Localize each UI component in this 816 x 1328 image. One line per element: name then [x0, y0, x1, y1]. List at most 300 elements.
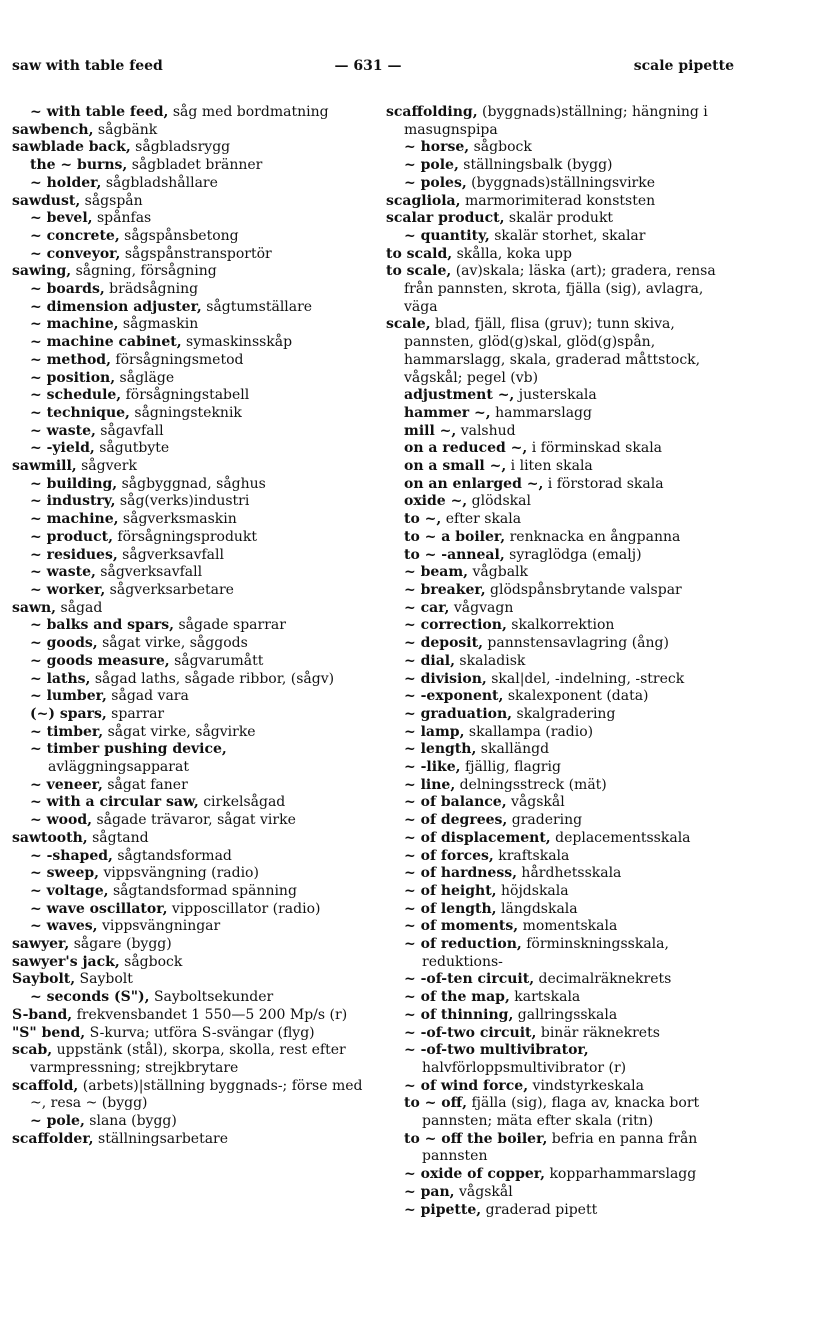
entry-translation: såg med bordmatning	[168, 104, 329, 120]
dictionary-entry	[386, 1184, 738, 1202]
entry-term: ~ dial,	[404, 652, 455, 669]
entry-translation: skalexponent (data)	[503, 688, 649, 705]
entry-term: ~ of balance,	[404, 794, 507, 811]
entry-term: ~ boards,	[30, 281, 105, 298]
dictionary-entry	[12, 777, 372, 795]
dictionary-entry	[12, 848, 372, 866]
dictionary-entry	[386, 617, 738, 635]
entry-term: ~ waves,	[30, 918, 98, 935]
entry-term: sawtooth,	[12, 829, 88, 846]
entry-term: adjustment ~,	[404, 387, 515, 404]
entry-term: ~ position,	[30, 369, 116, 386]
entry-term: ~ worker,	[30, 581, 106, 598]
entry-term: ~ seconds (S"),	[30, 989, 150, 1006]
entry-term: ~ breaker,	[404, 581, 486, 598]
dictionary-entry	[386, 1007, 738, 1025]
dictionary-entry	[12, 1131, 372, 1149]
dictionary-entry	[386, 1025, 738, 1043]
entry-term: ~ goods,	[30, 635, 98, 652]
entry-translation: sågat faner	[102, 776, 188, 793]
entry-term: ~ veneer,	[30, 776, 103, 793]
entry-translation: skalkorrektion	[506, 617, 615, 634]
dictionary-entry	[12, 405, 372, 423]
entry-translation: sågning, försågning	[71, 263, 217, 280]
dictionary-entry	[386, 830, 738, 848]
dictionary-entry	[386, 777, 738, 795]
entry-translation: sågbock	[469, 139, 532, 156]
dictionary-entry	[12, 635, 372, 653]
entry-translation: uppstänk (stål), skorpa, skolla, rest efter varmpressning; strejkbrytare	[30, 1042, 346, 1076]
dictionary-entry	[386, 1078, 738, 1096]
dictionary-entry	[386, 600, 738, 618]
entry-term: ~ machine,	[30, 316, 119, 333]
dictionary-entry	[12, 458, 372, 476]
page-number: — 631 —	[334, 58, 402, 74]
dictionary-entry	[12, 175, 372, 193]
entry-translation: sågavfall	[95, 422, 164, 439]
entry-translation: kraftskala	[493, 847, 570, 864]
entry-term: mill ~,	[404, 422, 457, 439]
entry-term: ~ car,	[404, 599, 450, 616]
dictionary-entry	[12, 423, 372, 441]
entry-term: ~ pipette,	[404, 1201, 482, 1218]
entry-translation: graderad pipett	[481, 1201, 598, 1218]
entry-translation: marmorimiterad konststen	[460, 192, 656, 209]
entry-term: ~ -yield,	[30, 440, 95, 457]
dictionary-entry	[386, 1202, 738, 1220]
dictionary-entry	[386, 193, 738, 211]
entry-term: ~ of hardness,	[404, 865, 517, 882]
entry-translation: sågbladshållare	[101, 174, 218, 191]
entry-term: ~ lumber,	[30, 688, 107, 705]
dictionary-entry	[386, 759, 738, 777]
entry-translation: skaladisk	[454, 652, 526, 669]
entry-translation: Sayboltsekunder	[149, 989, 274, 1006]
entry-term: scaffold,	[12, 1077, 79, 1094]
entry-term: ~ residues,	[30, 546, 118, 563]
entry-term: sawyer's jack,	[12, 953, 120, 970]
dictionary-entry	[386, 848, 738, 866]
dictionary-entry	[12, 582, 372, 600]
entry-translation: vipposcillator (radio)	[167, 900, 321, 917]
entry-translation: sågverksavfall	[117, 546, 224, 563]
entry-term: ~ division,	[404, 670, 487, 687]
entry-term: ~ conveyor,	[30, 245, 121, 262]
entry-term: scagliola,	[386, 192, 461, 209]
entry-term: on a small ~,	[404, 458, 507, 475]
entry-translation: skalär produkt	[504, 210, 614, 227]
entry-translation: vågskål	[454, 1183, 513, 1200]
dictionary-entry	[12, 476, 372, 494]
entry-translation: sågspån	[80, 192, 143, 209]
entry-term: ~ with a circular saw,	[30, 794, 199, 811]
entry-term: to ~ off,	[404, 1095, 467, 1112]
dictionary-entry	[386, 688, 738, 706]
entry-translation: pannstensavlagring (ång)	[482, 635, 669, 652]
dictionary-entry	[386, 1131, 738, 1166]
entry-translation: sparrar	[106, 705, 165, 722]
entry-term: ~ with table feed,	[30, 104, 169, 120]
dictionary-entry	[12, 989, 372, 1007]
entry-translation: sågvarumått	[169, 652, 264, 669]
entry-translation: hammarslagg	[490, 404, 592, 421]
dictionary-entry	[386, 564, 738, 582]
entry-translation: sågade trävaror, sågat virke	[92, 812, 296, 829]
entry-term: ~ of thinning,	[404, 1006, 514, 1023]
dictionary-entry	[12, 617, 372, 635]
dictionary-entry	[386, 706, 738, 724]
entry-translation: gallringsskala	[513, 1006, 618, 1023]
entry-term: ~ laths,	[30, 670, 91, 687]
entry-translation: deplacementsskala	[550, 829, 691, 846]
dictionary-entry	[386, 653, 738, 671]
entry-term: ~ technique,	[30, 404, 130, 421]
entry-translation: efter skala	[441, 511, 522, 528]
entry-translation: sågverksavfall	[95, 564, 203, 581]
entry-translation: brädsågning	[104, 281, 199, 298]
dictionary-entry	[12, 936, 372, 954]
dictionary-entry	[386, 794, 738, 812]
entry-term: ~ of reduction,	[404, 936, 522, 953]
entry-translation: förminskningsskala, reduktions-	[422, 936, 669, 970]
dictionary-entry	[12, 1007, 372, 1025]
dictionary-entry	[386, 547, 738, 565]
dictionary-entry	[12, 741, 372, 776]
dictionary-entry	[12, 653, 372, 671]
entry-term: oxide ~,	[404, 493, 468, 510]
entry-term: ~ timber,	[30, 723, 104, 740]
dictionary-entry	[386, 440, 738, 458]
entry-term: ~ deposit,	[404, 635, 483, 652]
dictionary-entry	[386, 936, 738, 971]
entry-translation: sågtumställare	[201, 298, 313, 315]
dictionary-entry	[386, 918, 738, 936]
page-header	[0, 58, 816, 80]
dictionary-entry	[12, 493, 372, 511]
entry-translation: i förminskad skala	[527, 440, 663, 457]
dictionary-entry	[12, 299, 372, 317]
dictionary-entry	[12, 157, 372, 175]
dictionary-entry	[386, 971, 738, 989]
entry-translation: symaskinsskåp	[181, 334, 293, 351]
entry-term: (~) spars,	[30, 705, 107, 722]
entry-translation: ställningsbalk (bygg)	[458, 157, 613, 174]
right-column	[386, 104, 738, 1219]
entry-term: ~ product,	[30, 528, 113, 545]
entry-term: ~ poles,	[404, 174, 467, 191]
dictionary-entry	[12, 724, 372, 742]
dictionary-entry	[12, 1113, 372, 1131]
dictionary-entry	[12, 812, 372, 830]
entry-term: sawn,	[12, 599, 57, 616]
entry-term: ~ goods measure,	[30, 652, 170, 669]
dictionary-entry	[386, 104, 738, 139]
entry-term: to scald,	[386, 245, 453, 262]
entry-term: ~ of degrees,	[404, 812, 508, 829]
entry-translation: (byggnads)ställningsvirke	[466, 174, 656, 191]
entry-translation: vippsvängning (radio)	[99, 865, 259, 882]
dictionary-entry	[386, 423, 738, 441]
entry-term: ~ of moments,	[404, 918, 519, 935]
dictionary-entry	[12, 1042, 372, 1077]
dictionary-entry	[12, 706, 372, 724]
entry-term: ~ of forces,	[404, 847, 494, 864]
entry-term: ~ of height,	[404, 882, 497, 899]
entry-translation: sågverksmaskin	[118, 511, 237, 528]
entry-term: scaffolding,	[386, 104, 478, 120]
entry-term: to ~ -anneal,	[404, 546, 505, 563]
entry-translation: glödspånsbrytande valspar	[485, 581, 682, 598]
entry-translation: sågspånstransportör	[120, 245, 272, 262]
entry-translation: skalär storhet, skalar	[489, 227, 646, 244]
dictionary-entry	[12, 883, 372, 901]
entry-translation: sågläge	[115, 369, 175, 386]
dictionary-entry	[12, 334, 372, 352]
left-column	[12, 104, 372, 1148]
entry-term: ~ beam,	[404, 564, 469, 581]
entry-translation: vågbalk	[468, 564, 528, 581]
entry-translation: försågningstabell	[121, 387, 250, 404]
dictionary-entry	[386, 210, 738, 228]
entry-term: ~ pole,	[404, 157, 459, 174]
entry-translation: försågningsprodukt	[112, 528, 258, 545]
entry-translation: fjälla (sig), flaga av, knacka bort pannsten; mäta efter skala (ritn)	[422, 1095, 700, 1130]
entry-term: on a reduced ~,	[404, 440, 528, 457]
dictionary-entry	[12, 352, 372, 370]
dictionary-entry	[12, 210, 372, 228]
entry-translation: sågat virke, såggods	[97, 635, 248, 652]
dictionary-entry	[12, 564, 372, 582]
dictionary-entry	[386, 865, 738, 883]
entry-translation: cirkelsågad	[198, 794, 286, 811]
entry-translation: binär räknekrets	[536, 1024, 660, 1041]
entry-term: ~ -of-ten circuit,	[404, 971, 535, 988]
entry-translation: sågmaskin	[118, 316, 199, 333]
entry-term: ~ -of-two circuit,	[404, 1024, 537, 1041]
entry-translation: sågverksarbetare	[105, 581, 234, 598]
dictionary-entry	[12, 387, 372, 405]
entry-term: ~ quantity,	[404, 227, 490, 244]
entry-term: scaffolder,	[12, 1130, 94, 1147]
dictionary-entry	[386, 476, 738, 494]
dictionary-entry	[386, 901, 738, 919]
entry-translation: sågad	[56, 599, 103, 616]
entry-translation: skal|del, -indelning, -streck	[486, 670, 685, 687]
entry-translation: vindstyrkeskala	[528, 1077, 644, 1094]
dictionary-entry	[12, 600, 372, 618]
entry-term: S-band,	[12, 1006, 73, 1023]
entry-term: sawbench,	[12, 121, 94, 138]
entry-term: ~ voltage,	[30, 882, 109, 899]
entry-term: ~ concrete,	[30, 227, 120, 244]
entry-term: ~ machine,	[30, 511, 119, 528]
entry-term: on an enlarged ~,	[404, 475, 544, 492]
dictionary-entry	[12, 901, 372, 919]
entry-translation: (av)skala; läska (art); gradera, rensa från pannsten, skrota, fjälla (sig), avlagra, väga	[404, 263, 716, 315]
dictionary-entry	[12, 671, 372, 689]
dictionary-entry	[386, 582, 738, 600]
dictionary-entry	[12, 193, 372, 211]
dictionary-entry	[12, 316, 372, 334]
entry-term: ~ correction,	[404, 617, 507, 634]
dictionary-entry	[386, 246, 738, 264]
entry-translation: sågbladsrygg	[130, 139, 231, 156]
entry-term: ~ of displacement,	[404, 829, 551, 846]
entry-translation: valshud	[456, 422, 516, 439]
entry-translation: fjällig, flagrig	[460, 759, 561, 776]
entry-translation: frekvensbandet 1 550—5 200 Mp/s (r)	[72, 1006, 348, 1023]
dictionary-entry	[386, 989, 738, 1007]
entry-term: to ~ a boiler,	[404, 528, 506, 545]
entry-translation: (byggnads)ställning; hängning i masugnspipa	[404, 104, 708, 138]
entry-translation: momentskala	[518, 918, 618, 935]
dictionary-entry	[12, 246, 372, 264]
entry-term: to ~ off the boiler,	[404, 1130, 548, 1147]
entry-translation: vågvagn	[449, 599, 514, 616]
entry-term: Saybolt,	[12, 971, 76, 988]
dictionary-entry	[386, 316, 738, 387]
entry-translation: glödskal	[467, 493, 531, 510]
entry-translation: sågutbyte	[94, 440, 170, 457]
entry-translation: skallampa (radio)	[464, 723, 594, 740]
dictionary-entry	[386, 883, 738, 901]
dictionary-entry	[12, 865, 372, 883]
entry-translation: (arbets)|ställning byggnads-; förse med ~, resa ~ (bygg)	[30, 1077, 363, 1112]
dictionary-entry	[12, 794, 372, 812]
dictionary-entry	[12, 122, 372, 140]
entry-translation: sågbock	[119, 953, 183, 970]
entry-translation: sågtandsformad spänning	[108, 882, 297, 899]
dictionary-entry	[386, 741, 738, 759]
dictionary-entry	[12, 1025, 372, 1043]
dictionary-entry	[12, 971, 372, 989]
entry-translation: sågbladet bränner	[127, 157, 263, 174]
dictionary-entry	[12, 918, 372, 936]
entry-translation: sågad laths, sågade ribbor, (sågv)	[90, 670, 335, 687]
dictionary-entry	[386, 405, 738, 423]
dictionary-entry	[386, 671, 738, 689]
dictionary-entry	[12, 688, 372, 706]
entry-translation: sågverk	[76, 458, 137, 475]
entry-translation: skalgradering	[512, 705, 616, 722]
entry-term: ~ pan,	[404, 1183, 455, 1200]
entry-translation: sågbänk	[93, 121, 158, 138]
entry-term: ~ balks and spars,	[30, 617, 175, 634]
dictionary-entry	[12, 228, 372, 246]
dictionary-entry	[12, 511, 372, 529]
entry-translation: gradering	[507, 812, 583, 829]
entry-translation: i liten skala	[506, 458, 593, 475]
dictionary-entry	[12, 440, 372, 458]
dictionary-entry	[12, 547, 372, 565]
entry-translation: befria en panna från pannsten	[422, 1130, 698, 1165]
dictionary-entry	[386, 263, 738, 316]
entry-translation: blad, fjäll, flisa (gruv); tunn skiva, pannsten, glöd(g)skal, glöd(g)spån, hammarslagg, skala, graderad måttstock, vågskål; pegel (vb)	[404, 316, 701, 386]
entry-term: ~ dimension adjuster,	[30, 298, 202, 315]
entry-term: ~ machine cabinet,	[30, 334, 182, 351]
entry-term: ~ -like,	[404, 759, 461, 776]
entry-translation: sågtandsformad	[112, 847, 232, 864]
entry-term: scab,	[12, 1042, 53, 1059]
entry-term: sawing,	[12, 263, 72, 280]
entry-term: the ~ burns,	[30, 157, 128, 174]
entry-term: ~ pole,	[30, 1113, 85, 1130]
dictionary-entry	[386, 1095, 738, 1130]
entry-translation: spånfas	[92, 210, 152, 227]
dictionary-entry	[12, 263, 372, 281]
entry-translation: S-kurva; utföra S-svängar (flyg)	[85, 1024, 315, 1041]
dictionary-entry	[386, 175, 738, 193]
entry-translation: vippsvängningar	[97, 918, 221, 935]
dictionary-entry	[386, 812, 738, 830]
entry-translation: skålla, koka upp	[452, 245, 572, 262]
entry-term: ~ timber pushing device,	[30, 741, 227, 758]
dictionary-entry	[386, 387, 738, 405]
entry-translation: höjdskala	[496, 882, 569, 899]
entry-term: to scale,	[386, 263, 452, 280]
dictionary-entry	[386, 724, 738, 742]
entry-term: ~ of length,	[404, 900, 497, 917]
dictionary-entry	[386, 458, 738, 476]
entry-term: ~ industry,	[30, 493, 116, 510]
dictionary-entry	[12, 370, 372, 388]
entry-term: ~ sweep,	[30, 865, 100, 882]
entry-translation: syraglödga (emalj)	[504, 546, 642, 563]
entry-translation: hårdhetsskala	[516, 865, 622, 882]
entry-term: ~ -shaped,	[30, 847, 113, 864]
entry-translation: Saybolt	[75, 971, 133, 988]
header-first-entry: saw with table feed	[12, 58, 163, 74]
dictionary-entry	[12, 104, 372, 122]
entry-term: ~ schedule,	[30, 387, 122, 404]
entry-translation: sågare (bygg)	[69, 936, 172, 953]
entry-translation: sågbyggnad, såghus	[117, 475, 266, 492]
entry-translation: såg(verks)industri	[115, 493, 250, 510]
entry-translation: sågspånsbetong	[119, 227, 239, 244]
entry-term: ~ line,	[404, 776, 456, 793]
dictionary-entry	[12, 830, 372, 848]
entry-translation: kopparhammarslagg	[545, 1166, 697, 1183]
dictionary-entry	[386, 635, 738, 653]
dictionary-entry	[386, 1042, 738, 1077]
entry-term: ~ graduation,	[404, 705, 513, 722]
entry-term: ~ waste,	[30, 564, 96, 581]
entry-term: ~ oxide of copper,	[404, 1166, 545, 1183]
entry-translation: sågade sparrar	[174, 617, 286, 634]
dictionary-entry	[12, 954, 372, 972]
entry-translation: justerskala	[514, 387, 597, 404]
entry-term: ~ waste,	[30, 422, 96, 439]
entry-translation: försågningsmetod	[110, 351, 244, 368]
entry-term: ~ -exponent,	[404, 688, 504, 705]
entry-translation: i förstorad skala	[543, 475, 664, 492]
entry-translation: decimalräknekrets	[534, 971, 672, 988]
entry-translation: delningsstreck (mät)	[455, 776, 607, 793]
entry-term: ~ method,	[30, 351, 111, 368]
entry-term: ~ lamp,	[404, 723, 465, 740]
entry-translation: längdskala	[496, 900, 578, 917]
entry-term: sawmill,	[12, 458, 77, 475]
entry-term: ~ bevel,	[30, 210, 93, 227]
dictionary-entry	[386, 228, 738, 246]
dictionary-entry	[386, 1166, 738, 1184]
entry-translation: sågad vara	[106, 688, 189, 705]
dictionary-entry	[386, 139, 738, 157]
entry-translation: sågtand	[87, 829, 149, 846]
entry-translation: avläggningsapparat	[48, 759, 189, 776]
entry-term: sawyer,	[12, 936, 70, 953]
entry-term: scale,	[386, 316, 431, 333]
